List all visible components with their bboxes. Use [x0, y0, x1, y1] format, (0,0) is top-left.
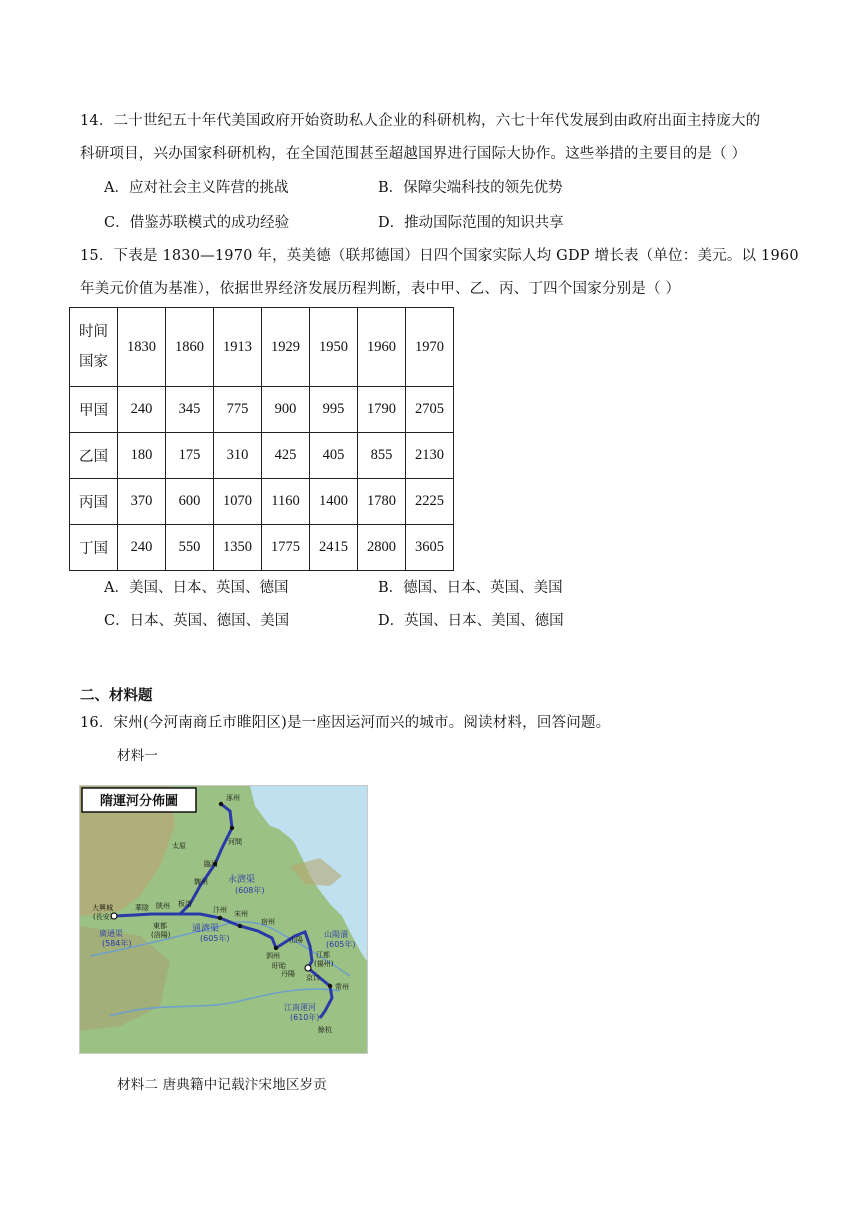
map-marker — [328, 984, 332, 988]
map-canal-year: (608年) — [235, 886, 265, 895]
map-place-label: 魏州 — [194, 878, 208, 886]
value-cell: 2225 — [406, 479, 454, 525]
map-place-label: (洛陽) — [151, 931, 171, 939]
table-row — [70, 433, 454, 479]
table-row — [70, 479, 454, 525]
map-canal-year: (610年) — [290, 1013, 320, 1022]
map-canal-label: 廣通渠 — [99, 929, 123, 938]
map-title: 隋運河分佈圖 — [99, 794, 179, 809]
value-cell: 2705 — [406, 387, 454, 433]
table-row — [70, 525, 454, 571]
map-canal-label: 通濟渠 — [192, 924, 220, 934]
material1-label: 材料一 — [117, 748, 159, 764]
map-marker — [218, 916, 222, 920]
map-place-label: 河間 — [228, 838, 242, 846]
q15-option-c: C．日本、英国、德国、美国 — [104, 613, 290, 629]
value-cell: 855 — [358, 433, 406, 479]
map-place-label: 餘杭 — [318, 1026, 332, 1034]
map-place-label: 江都 — [316, 951, 330, 959]
gdp-table-header-row — [70, 308, 454, 387]
map-place-label: 宋州 — [234, 910, 248, 918]
q14-option-b: B．保障尖端科技的领先优势 — [378, 180, 563, 196]
material2-label: 材料二 唐典籍中记载汴宋地区岁贡 — [117, 1077, 327, 1093]
value-cell: 1400 — [310, 479, 358, 525]
canal-map — [79, 785, 368, 1054]
map-place-label: (長安) — [93, 913, 113, 921]
table-row — [70, 387, 454, 433]
country-cell: 丙国 — [70, 479, 118, 525]
value-cell: 240 — [118, 387, 166, 433]
value-cell: 1780 — [358, 479, 406, 525]
q15-option-d: D．英国、日本、美国、德国 — [378, 613, 564, 629]
map-place-label: 大興城 — [92, 904, 113, 912]
corner-country-label: 国家 — [79, 354, 108, 370]
year-header: 1929 — [262, 308, 310, 387]
map-place-label: 泗州 — [266, 952, 280, 960]
map-canal-year: (584年) — [102, 939, 132, 948]
year-header: 1970 — [406, 308, 454, 387]
year-header: 1860 — [166, 308, 214, 387]
value-cell: 310 — [214, 433, 262, 479]
map-canal-year: (605年) — [200, 934, 230, 943]
map-place-label: 京口 — [306, 974, 320, 982]
value-cell: 175 — [166, 433, 214, 479]
map-canal-label: 山陽瀆 — [324, 930, 348, 939]
value-cell: 425 — [262, 433, 310, 479]
value-cell: 240 — [118, 525, 166, 571]
value-cell: 1070 — [214, 479, 262, 525]
value-cell: 1775 — [262, 525, 310, 571]
map-place-label: 丹陽 — [281, 970, 295, 978]
map-place-label: 東都 — [153, 922, 167, 930]
country-cell: 丁国 — [70, 525, 118, 571]
map-marker — [274, 946, 278, 950]
value-cell: 2415 — [310, 525, 358, 571]
value-cell: 1160 — [262, 479, 310, 525]
map-marker — [219, 802, 223, 806]
value-cell: 180 — [118, 433, 166, 479]
q14-line1: 14．二十世纪五十年代美国政府开始资助私人企业的科研机构，六七十年代发展到由政府出面主持庞大的 — [80, 113, 761, 129]
map-canal-label: 江南運河 — [284, 1003, 316, 1012]
value-cell: 1790 — [358, 387, 406, 433]
value-cell: 1350 — [214, 525, 262, 571]
map-place-label: 臨清 — [204, 860, 218, 868]
value-cell: 900 — [262, 387, 310, 433]
map-place-label: (揚州) — [314, 960, 334, 968]
value-cell: 345 — [166, 387, 214, 433]
country-cell: 甲国 — [70, 387, 118, 433]
map-place-label: 盱眙 — [272, 962, 286, 970]
value-cell: 2800 — [358, 525, 406, 571]
map-place-label: 宿州 — [261, 918, 275, 926]
value-cell: 600 — [166, 479, 214, 525]
map-place-label: 板渚 — [178, 900, 192, 908]
map-canal-label: 永濟渠 — [228, 875, 256, 885]
q14-option-d: D．推动国际范围的知识共享 — [378, 215, 564, 231]
q14-option-a: A．应对社会主义阵营的挑战 — [104, 180, 289, 196]
q14-line2: 科研项目，兴办国家科研机构，在全国范围甚至超越国界进行国际大协作。这些举措的主要目的是（ ） — [80, 146, 747, 162]
map-place-label: 太原 — [172, 842, 186, 850]
map-place-label: 汴州 — [213, 906, 227, 914]
year-header: 1913 — [214, 308, 262, 387]
map-marker — [230, 826, 234, 830]
value-cell: 550 — [166, 525, 214, 571]
value-cell: 995 — [310, 387, 358, 433]
value-cell: 370 — [118, 479, 166, 525]
map-marker — [305, 965, 311, 971]
value-cell: 2130 — [406, 433, 454, 479]
country-cell: 乙国 — [70, 433, 118, 479]
value-cell: 3605 — [406, 525, 454, 571]
q15-option-b: B．德国、日本、英国、美国 — [378, 580, 563, 596]
canal-map-graphic — [80, 786, 367, 1053]
map-place-label: 常州 — [335, 983, 349, 991]
q16-stem: 16．宋州(今河南商丘市睢阳区)是一座因运河而兴的城市。阅读材料，回答问题。 — [80, 715, 611, 731]
gdp-table-corner — [70, 308, 118, 387]
map-place-label: 山陽 — [289, 936, 303, 944]
q15-line2: 年美元价值为基准），依据世界经济发展历程判断，表中甲、乙、丙、丁四个国家分别是（ ） — [80, 281, 681, 297]
year-header: 1830 — [118, 308, 166, 387]
gdp-table — [69, 307, 454, 571]
q15-line1: 15．下表是 1830—1970 年，英美德（联邦德国）日四个国家实际人均 GDP 增长表（单位：美元。以 1960 — [80, 248, 799, 264]
map-place-label: 陝州 — [156, 902, 170, 910]
q14-option-c: C．借鉴苏联模式的成功经验 — [104, 215, 290, 231]
value-cell: 405 — [310, 433, 358, 479]
q15-option-a: A．美国、日本、英国、德国 — [104, 580, 289, 596]
section-title: 二、材料题 — [80, 688, 153, 704]
map-marker — [238, 924, 242, 928]
map-place-label: 華陰 — [135, 904, 149, 912]
map-canal-year: (605年) — [326, 940, 356, 949]
value-cell: 775 — [214, 387, 262, 433]
year-header: 1950 — [310, 308, 358, 387]
map-place-label: 涿州 — [226, 794, 240, 802]
year-header: 1960 — [358, 308, 406, 387]
corner-time-label: 时间 — [79, 324, 108, 340]
